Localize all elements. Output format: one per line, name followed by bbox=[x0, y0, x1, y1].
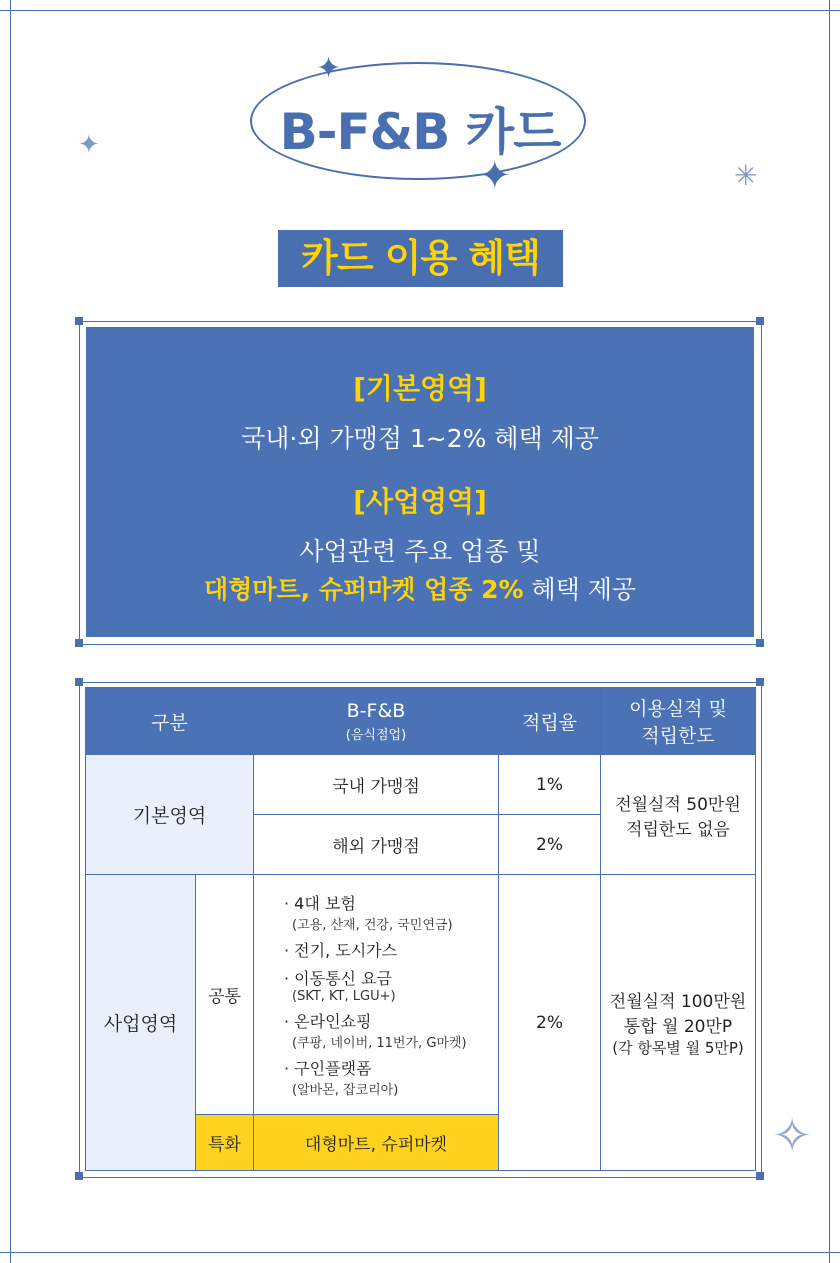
frame-line-left bbox=[10, 0, 11, 1263]
table-header-row bbox=[86, 688, 756, 755]
business-area-text-rest: 혜택 제공 bbox=[523, 575, 637, 604]
list-item-detail: (알바몬, 잡코리아) bbox=[292, 1083, 399, 1098]
basic-limit-line1: 전월실적 50만원 bbox=[615, 794, 741, 815]
basic-area-heading: [기본영역] bbox=[353, 372, 487, 405]
list-item-detail: (SKT, KT, LGU+) bbox=[292, 989, 396, 1004]
snowflake-icon: ✳ bbox=[734, 159, 758, 192]
list-item: · 4대 보험 bbox=[284, 894, 356, 913]
business-rate: 2% bbox=[499, 875, 601, 1171]
business-area-highlight: 대형마트, 슈퍼마켓 업종 2% bbox=[203, 575, 524, 604]
business-limit bbox=[601, 875, 756, 1171]
business-area-label: 사업영역 bbox=[86, 875, 196, 1171]
frame-line-right bbox=[829, 0, 830, 1263]
corner-marker bbox=[75, 1172, 83, 1180]
sparkle-icon: ✧ bbox=[772, 1108, 813, 1164]
list-item: · 구인플랫폼 bbox=[284, 1059, 372, 1078]
table-row bbox=[86, 755, 756, 815]
common-label: 공통 bbox=[196, 875, 254, 1115]
list-item-detail: (쿠팡, 네이버, 11번가, G마켓) bbox=[292, 1036, 467, 1051]
header-rate: 적립율 bbox=[499, 688, 601, 755]
list-item: · 온라인쇼핑 bbox=[284, 1012, 372, 1031]
business-limit-line1: 전월실적 100만원 bbox=[609, 992, 747, 1012]
sparkle-icon: ✦ bbox=[78, 130, 100, 160]
header-card-name: B-F&B bbox=[346, 699, 406, 722]
header-limit-line1: 이용실적 및 bbox=[629, 698, 727, 720]
basic-area-label: 기본영역 bbox=[86, 755, 254, 875]
header-card-sub: (음식점업) bbox=[345, 727, 407, 743]
corner-marker bbox=[75, 317, 83, 325]
special-label: 특화 bbox=[196, 1115, 254, 1171]
business-area-text-2 bbox=[86, 570, 754, 606]
basic-area-text: 국내·외 가맹점 1~2% 혜택 제공 bbox=[241, 424, 599, 453]
domestic-merchant: 국내 가맹점 bbox=[254, 755, 499, 815]
benefits-table bbox=[85, 687, 756, 1171]
section-subtitle: 카드 이용 혜택 bbox=[278, 230, 563, 287]
basic-limit bbox=[601, 755, 756, 875]
table-row bbox=[86, 875, 756, 1115]
business-area-text-1: 사업관련 주요 업종 및 bbox=[299, 537, 541, 566]
business-limit-line2: 통합 월 20만P bbox=[623, 1017, 733, 1037]
corner-marker bbox=[75, 678, 83, 686]
overseas-rate: 2% bbox=[499, 815, 601, 875]
frame-line-bottom bbox=[0, 1252, 840, 1253]
corner-marker bbox=[756, 639, 764, 647]
header-limit bbox=[601, 688, 756, 755]
header-limit-line2: 적립한도 bbox=[641, 725, 715, 747]
header-card bbox=[254, 688, 499, 755]
business-area-heading: [사업영역] bbox=[353, 485, 487, 518]
special-value: 대형마트, 슈퍼마켓 bbox=[254, 1115, 499, 1171]
business-limit-line3: (각 항목별 월 5만P) bbox=[612, 1039, 744, 1057]
corner-marker bbox=[75, 639, 83, 647]
benefit-summary bbox=[86, 327, 754, 637]
list-item-detail: (고용, 산재, 건강, 국민연금) bbox=[292, 918, 453, 933]
overseas-merchant: 해외 가맹점 bbox=[254, 815, 499, 875]
list-item: · 전기, 도시가스 bbox=[284, 941, 398, 960]
frame-line-top bbox=[0, 10, 840, 11]
domestic-rate: 1% bbox=[499, 755, 601, 815]
corner-marker bbox=[756, 1172, 764, 1180]
page-title: B-F&B 카드 bbox=[279, 103, 561, 161]
corner-marker bbox=[756, 317, 764, 325]
sparkle-icon: ✦ bbox=[478, 153, 512, 199]
corner-marker bbox=[756, 678, 764, 686]
basic-limit-line2: 적립한도 없음 bbox=[626, 819, 730, 840]
title-badge bbox=[250, 51, 590, 199]
common-items bbox=[254, 875, 499, 1115]
header-category: 구분 bbox=[86, 688, 254, 755]
sparkle-icon: ✦ bbox=[316, 51, 342, 86]
list-item: · 이동통신 요금 bbox=[284, 969, 392, 988]
